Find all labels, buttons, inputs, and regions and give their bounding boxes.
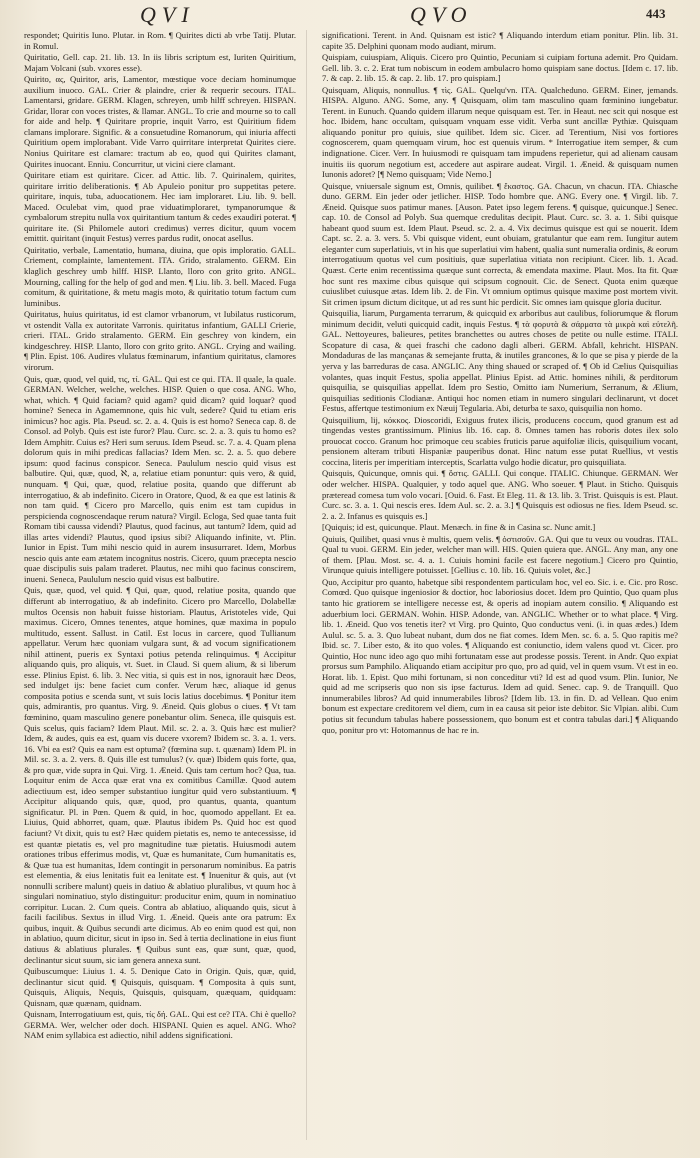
dictionary-entry: Quiritare etiam est quiritare. Cicer. ad Attic. lib. 7. Quirinalem, quirites, quiritare irritio deliberationis. ¶ Ab Apuleio ponitur pro suppetitas petere. quiritare, inquis, tuba, aduocationem. Hec iam imploraret. Liu. lib. 9. bell. Maced. Oculebat vim, quod prae viduatimploraret, tympanorumque & cymbalorum strepitu nulla vox quiritantium tantum & cedes exaudiri poterat. ¶ quiritare ite. (Si Philomele autori credimus) verres dicitur, quum vocem emittit. quiritant (inquit Festus) verres pardus rudit, onocat asellus. — [24, 170, 296, 244]
running-head — [0, 2, 700, 26]
column-divider — [306, 30, 307, 1140]
dictionary-entry: respondet; Quiritis Iuno. Plutar. in Rom. ¶ Quirites dicti ab vrbe Tatij. Plutar. in Romul. — [24, 30, 296, 51]
right-column — [322, 30, 678, 1148]
dictionary-entry: Quibuscumque: Liuius 1. 4. 5. Denique Cato in Origin. Quis, quæ, quid, declinantur sicut quid. ¶ Quisquis, quisquam. ¶ Composita à quis sunt, Quisquis, Aliquis, Nequis, Quisquis, quisquam, quæquam, quidquam: Quisnam, quæ quænam, quidnam. — [24, 966, 296, 1008]
dictionary-entry: Quisnam, Interrogatiuum est, quis, τίς δή. GAL. Qui est ce? ITA. Chi è quello? GERMA. Wer, welcher oder doch. HISPANI. Quien es aquel. ANG. Who? NAM enim syllabica est adiectio, nihil addens significationi. — [24, 1009, 296, 1041]
dictionary-entry: Quisque, vniuersale signum est, Omnis, quilibet. ¶ ἕκαστος. GA. Chacun, vn chacun. ITA. Chiasche duno. GERM. Ein jeder oder jetlicher. HISP. Todo hombre que. ANG. Every one. ¶ Virgil. lib. 7. Æneid. Quisque suos patimur manes. [Auson. Patet ipso legem ferens. ¶ quisque, quicunque.] Senec. cap. 10. de Consol ad Polyb. Sua quemque credulitas decipit. Plaut. Curc. sc. 3. a. 1. Sibi quisque habeant quod suum est. Idem Plaut. Pseud. sc. 2. a. 4. Vix decimus quisque est qui se nouerit. Idem Capt. sc. 2. a. 3. vers. 5. Vbi quisque vident, eunt obuiam, gratulantur que eam rem. Iungitur autem eleganter cum superlatiuis, vt in his que superlatiui vim habent, qualia sunt numeralia ordinis, & eorum interrogatiuum quotus vel cum positiuis, quæ superlatiua vitiata non recipiunt. Cicer. lib. 1. Acad. Quæst. Certe enim recentissima quæque sunt correcta, & emendata maxime. Plaut. Mos. Ita fit. Quæ hoc sunt res maxime cibus quisque qui scipsum cognouit. Cic. de Senect. Quota enim quæque cuiuslibet cuiusque ætas. Idem lib. 2. de Fin. Vt omnium optimus quisque maxime post mortem vivit. Sit crimen ipsum dictum dicitque, ut ad res sunt hic perdicit. Sic omnes iam quisque gloria ducitur. — [322, 180, 678, 307]
dictionary-entry: Quisquilium, lij, κόκκος. Dioscoridi, Exiguus frutex ilicis, producens coccum, quod granum est ad tingendas vestes grantissimum. Plinius lib. 16. cap. 8. Omnes tamen has roboris dotes ilex solo prouocat cocco. Granum hoc primoque ceu scabies fruticis parue aquifoliæ ilicis, quisquilium vocant, pensionem alteram tributi Hispaniæ pauperibus donat. Hinc natum esse putat Ruellius, vt vestis coccina, literis per imperitiam interceptis, Scarlatta vulgo hodie dicatur, pro quisquiliata. — [322, 414, 678, 467]
dictionary-entry: Quisquam, Aliquis, nonnullus. ¶ τὶς. GAL. Quelqu'vn. ITA. Qualcheduno. GERM. Einer, jemands. HISPA. Alguno. ANG. Some, any. ¶ Quisquam, olim tam masculino quam fœminino iungebatur. Terent. in Eunuch. Quando quidem illarum neque quisquam est. Ter. in Heaut. nec scit qui nosque est hoc. Ibidem, hanc occultam, quisquam vnquam esse vidit. Verba sunt ancillæ Pythiæ. Quisquam aliquando ponitur pro quiuis, siue quilibet. Idem sic. Cicer. ad Terentium, Nisi vos fortiores cognoscerem, quam quemquam virum, hoc est quenuis virum. * Interrogatiue item semper, & cum indignatione. Cicer. Verr. In huiusmodi re quisquam tam impudens reperietur, qui ad alienam causam inuitis iis quorum negotium est, accedere aut aspirare audeat. Virgil. 1. Æneid. & quisquam numen Iunonis adoret? [¶ Nemo quisquam; Vide Nemo.] — [322, 84, 678, 180]
dictionary-entry: Quis, quæ, quod, vel quid, τις, τί. GAL. Qui est ce qui. ITA. Il quale, la quale. GERMAN. Welcher, welche, welches. HISP. Quien o que cosa. ANG. Who, what, which. ¶ Quid faciam? quid agam? quid dicam? quid loquar? quod homine? Seneca in Agamemnone, quis hic vult, sedere? Quid tu etiam eris inimicus? hoc agis. Pla. Pseud. sc. 2. a. 4. Quis is est homo? Seneca cap. 8. de Consol. ad Polyb. Quis est iste furor? Plau. Curc. sc. 2. a. 3. quis tu homo es? Idem Amphitr. Cuius es? Heri sum seruus. Idem Pseud. sc. 7. a. 4. Quam plena dolorum quis in mihi predicas fallacias? Idem Men. sc. 2. a. 5. quo debere ipsum: quod facinus conspicor. Seneca. Paululum nescio quid visus est balbutire. Qui, quæ, quod, ℵ, a, relatiue etiam ponuntur: quis vero, & quid, nunquam. ¶ Qui, quæ, quod, relatiue posita, quando que differunt ab interrogatiuo, & ab indefinito. Cicero in Oratore, Quod, & ea que est latinis & non tam quid. ¶ Cicero pro Marcello, quis enim est tam cupidus in perspicienda cognoscendaque rerum natura? Virgil. Ecloga, Sed quae tanta fuit Romam tibi caussa videndi? Plautus, quod facinus, aut tantum? Idem, quid ad illas artes videndi? Plautus, quod ipsius sibi? Aliquando infinite, vt. Plin. Iunior in Epist. Tum mihi nescio quid in aurem insusurraret. Idem, Morbus nescio quis ante eam ætatem incognitus nostris. Cicero, quum præcepta nescio quae discipulis suis palam traderet. Plautus, nec mihi quo facinus conscirem, inueni. Seneca, Paululum nescio quid visus est balbutire. — [24, 373, 296, 584]
dictionary-entry: significationi. Terent. in And. Quisnam est istic? ¶ Aliquando interdum etiam ponitur. Plin. lib. 31. capite 35. Delphini quonam modo audiant, mirum. — [322, 30, 678, 51]
dictionary-entry: Quiritatus, huius quiritatus, id est clamor vrbanorum, vt Iubilatus rusticorum, vt ostendit Valla ex autoritate Varronis. quiritatus infantium, GALLI Crierie, crieri. ITAL. Grido stralamento. GERM. Ein geschrey von kindern, ein kindgeschrey. HISP. Llanto, lloro con grito grito. ANGL. Crying and wailing. ¶ Plin. Epist. 106. Audires vlulatus fœminarum, infantium quiritatus, clamores virorum. — [24, 309, 296, 372]
dictionary-entry: Quirito, ας, Quiritor, aris, Lamentor, mœstique voce deciam hominumque auxilium inuoco. GAL. Crier & plaindre, crier & requerir secours. ITAL. Lamentarsi, gridare. GERM. Klagen, schreyen, umb hilff schreyen. HISPAN. Gridar, llorar con voces tristes, & llamar. ANGL. To crie and mourne so to call for aide and help. ¶ Quiritare proprie, inquit Varro, est Quiritium fidem clamans implorare. Signific. & a consuetudine Romanorum, qui iniuria affecti Quiritium opem implorabant. Vide Varro quirritare interpretat Quirites ciere. Nonius Quiritare est clamare: tractum ab eo, quod qui Quirites clamant, Quirites inuocant. Enniu. Concurritur, ut vicini ciere clamant. — [24, 74, 296, 169]
dictionary-entry: [Quiquis; id est, quicunque. Plaut. Menæch. in fine & in Casina sc. Nunc amit.] — [322, 522, 596, 533]
dictionary-entry: Quiritatio, Gell. cap. 21. lib. 13. In iis libris scriptum est, Iuriten Quiritium, Majam Volcani (sub. vxores esse). — [24, 52, 296, 73]
running-head-left-word: QVI — [140, 2, 195, 27]
page-number: 443 — [646, 6, 666, 21]
dictionary-entry: Quisquis, Quicunque, omnis qui. ¶ ὅστις. GALLI. Qui conque. ITALIC. Chiunque. GERMAN. Wer oder welcher. HISPA. Qualquier, y todo aquel que. ANG. Who soeuer. ¶ Plaut. in Sticho. Quisquis præteread comesa tum volo vocari. [Ouid. 6. Fast. Et Eleg. 11. & 13. lib. 3. Trist. Quisquis is est. Plaut. Curc. sc. 3. a. 1. Qui nescis eres. Idem Aul. sc. 2. a. 3.] ¶ Quisquis est odiosus ne fies. Idem Pseud. sc. 2. a. 2. Infanus es quisquis es.] — [322, 468, 678, 521]
dictionary-entry: Quiritatio, verbale, Lamentatio, humana, diuina, que opis imploratio. GALL. Criement, complainte, lamentement. ITA. Grido, stralamento. GERM. Ein klaglich geschrey umb hilff. HISP. Llanto, lloro con grito grito. ANGL. Mourning, calling for the help of god and men. ¶ Liu. lib. 3. bell. Maced. Fuga comitum, & quiritatione, & metu magis moto, & quiritatio totum factum cum luminibus. — [24, 244, 296, 308]
running-head-right-word: QVO — [410, 2, 473, 27]
dictionary-entry: Quisquilia, liarum, Purgamenta terrarum, & quicquid ex arboribus aut caulibus, foliorumque & florum minimum decidit, veluti quicquid cadit, inquis Festus. ¶ τὰ φορυτὰ & σάρματα τὰ μικρὰ καὶ εὐτελῆ. GAL. Nettoyeures, balieures, petites branchettes ou autres choses de petite ou nulle estime. ITALI. Scopature di casa, & quei fraschi che cadono dagli alberi. GERM. Abfall, kehricht. HISPAN. Mondaduras de las mançanas & semejante frutta, & inutiles grancones, & lo que se pisa y pierde de la yerva y las barreduras de casa. ANGLIC. Any thing shaued or scraped of. ¶ Ob id Cælius Quisquilias volantes, quas inquit Festus, spolia appellat. Plinius Epist. ad Attic. homines nihili, & perditorum quisquilia, se quisquilias appellat. Idem pro Sestio, Omitto iam Numerium, Serranum, & Ælium, quisquilias seditionis Clodianæ. Antiqui hoc nomen etiam in numero singulari declinarunt, vt docet Festus, affertque testimonium ex Næuij Tegularia. Abi, deturba te saxo, quisquilia non homo. — [322, 308, 678, 414]
dictionary-entry: Quiuis, Quilibet, quasi vnus è multis, quem velis. ¶ ὁστισοῦν. GA. Qui que tu veux ou voudras. ITAL. Qual tu vuoi. GERM. Ein jeder, welcher man will. HIS. Quien quiera que. ANGL. Any man, any one of them. [Plau. Most. sc. 4. a. 1. Cuiuis homini facile est facere negotium.] Cicero pro Quintio, Virunque quiuis intelligere potuisset. [Gellius c. 10. lib. 16. Quiuis volet, &c.] — [322, 533, 678, 576]
left-column — [24, 30, 296, 1148]
dictionary-entry: Quis, quæ, quod, vel quid. ¶ Qui, quæ, quod, relatiue posita, quando que differunt ab interrogatiuo, & ab indefinito. Cicero pro Marcello, Dolabellæ multos Ocensis non habuit fuisse historiam. Plautus, Aristoteles vide, Qui maximus. Cicero, Omnes tenentes, atque homines, quæ maxima in populo multitudo, essent. Sallust. in Catil. Est locus in carcere, quod Tullianum appellatur. Verum hæc quoniam vulgara sunt, & ad vocum significationem nihil attinent, pueris ex Syntaxi potius petenda relinquimus. ¶ Accipitur aliquando quis, pro aliquis, vt. Suet. in Claud. Si quem alium, & si liberum esse. Plinius Epist. 6. lib. 3. Nec vitia, si quis est in nos, ignorauit hæc Deos, sed indulget ijs: bene faciet cum confer. Verum hæc, aliaque id genus composita potius e scenda sunt, vt suis locis latius docebimus. ¶ Ponitur item quis, admirantis, pro quantus. Virg. 9. Æneid. Quis globus o ciues. ¶ Vt tam fœminino, quam masculino genere ponebantur olim. Seneca, ille quisquis est. Quis scelus, quis faciam? Idem Plaut. Mil. sc. 2. a. 3. Quis hæc est mulier? Idem, & audes, quis ea est, quam vis ducere vxorem? Ibidem sc. 3. a. 1. vers. 16. Vbi ea est? Quis ea nam est optuma? (fœmina sup. t. quænam) Idem Pl. in Mil. sc. 3. a. 2. vers. 8. Quis ille est tumulus? (v. quæ) Ibidem quis forte, qua, & pro quæ, vide supra in Qui. Virg. 1. Æneid. Quis tam certum hoc? Qua, tua. Loquitur enim de Acca quæ erat vna ex comitibus Camillæ. Quod autem adiectiuum est, ideo semper substantiuo iungitur quid vero substantiuum. ¶ Accipitur aliquando quis, quæ, quod, pro quantus, quanta, quantum significatur. Pl. in Pœn. Quem & quid, in hoc, quomodo appellant. Et ea. Liuius, Quid abhorret, quam, quæ. Plautus ibidem Ps. Quid hoc est quod faciunt? Vt dixit, quis tu est? Hæc quidem pietatis es, nemo te antecessisse, id est quantæ pietatis es, vel pro magnitudine tuæ pietatis. Huiusmodi autem orationes tribus efferimus modis, vt, Quæ es humanitate, Cum humanitatis es, & Quæ tua est humanitas, Idem contingit in personarum nominibus. Ea patris est elementia, & eius lenitatis fuit ea lenitate est. ¶ Inuenitur & quis, aut (vt nonnulli scribere malunt) queis in datiuo & ablatiuo pluralibus, vt quum hoc à singulari nominatiuo, stylo distinguitur: producitur enim, quum in nominatiuo corripitur. Lucan. 2. Cum queis. Contra ab ablatiuo, aliquando quis, sicut à facili facilibus. Sextus in illud Virg. 1. Æneid. Queis ante ora patrum: Ex quibus, inquit. & Quibus secundi arte dicimus. Ab eo enim quod est qui, non in ablatiuo, quum dicitur, sicut in ipso in. Sed à tertia declinatione in eius fiunt datiuus & ablatiuus plurales. ¶ Quibus sunt eas, quæ sunt, quæ, quod, declinantur sicut suum, sic iam genera annexa sunt. — [24, 585, 296, 965]
dictionary-entry: Quispiam, cuiuspiam, Aliquis. Cicero pro Quintio, Pecuniam si cuipiam fortuna ademit. Pro Quidam. Gell. lib. 3. c. 2. Erat tum nobiscum in eodem ambulacro homo quispiam sane doctus. [Idem c. 17. lib. 7. & cap. 2. lib. 15. & cap. 2. lib. 17. pro quispiam.] — [322, 52, 678, 84]
dictionary-entry: Quo, Accipitur pro quanto, habetque sibi respondentem particulam hoc, vel eo. Sic. i. e. Cic. pro Rosc. Comœd. Quo quisque ingeniosior & doctior, hoc laboriosius docet. Idem pro Quintio, Quo quam plus tanto hic gratiorem se intelligere necesse est, & operis ad inopiam autem consilio. ¶ Aliquando est aduerbium loci. GERMAN. Wohin. HISP. Adonde, van. ANGLIC. Whether or to what place. ¶ Virg. lib. 1. Æneid. Quo vos tenetis iter? vt Virg. pro Quinto, Quo conductus veni. (i. in quas ædes.) Idem Aulul. sc. 5. a. 3. Quo lubeat nubant, dum dos ne fiat comes. Idem Men. sc. 6. a. 5. Quo rapitis me? Ibid. sc. 7. Liber esto, & ito quo voles. ¶ Aliquando est coniunctio, idem valens quod vt. Cicer. pro Quintio, Hoc nunc ideo ago quo mihi fortunatam esse aut prodesse possis. Terent. in Andr. Quo expiat prorsus sum Pamphilo. Aliquando etiam accipitur pro quo, pro ad quid, vel in quem vsum. Vt est in eo. Horat. lib. 1. Epist. Quo mihi fortunam, si non conceditur vti? Id est ad quod vsum. Plin. Iunior, Ne quid ad me scripseris quo non sis ipse facturus. Idem ad quid. Senec. cap. 9. de Tranquill. Quo innumerabiles libros? Ad quid innumerabiles libros? [Idem lib. 13. in fin. D. ad Vellean. Quo enim bonum est expectare creditorem vel diem, cum in ea causa sit peior iste debitor. Sic Vlpian. alibi. Cum potius sit fecundum tabulas habere possessionem, quo bonum est et contra tabulas dari.] ¶ Aliquando quo, ponitur pro vt: Hotomannus de hac re in. — [322, 576, 678, 735]
